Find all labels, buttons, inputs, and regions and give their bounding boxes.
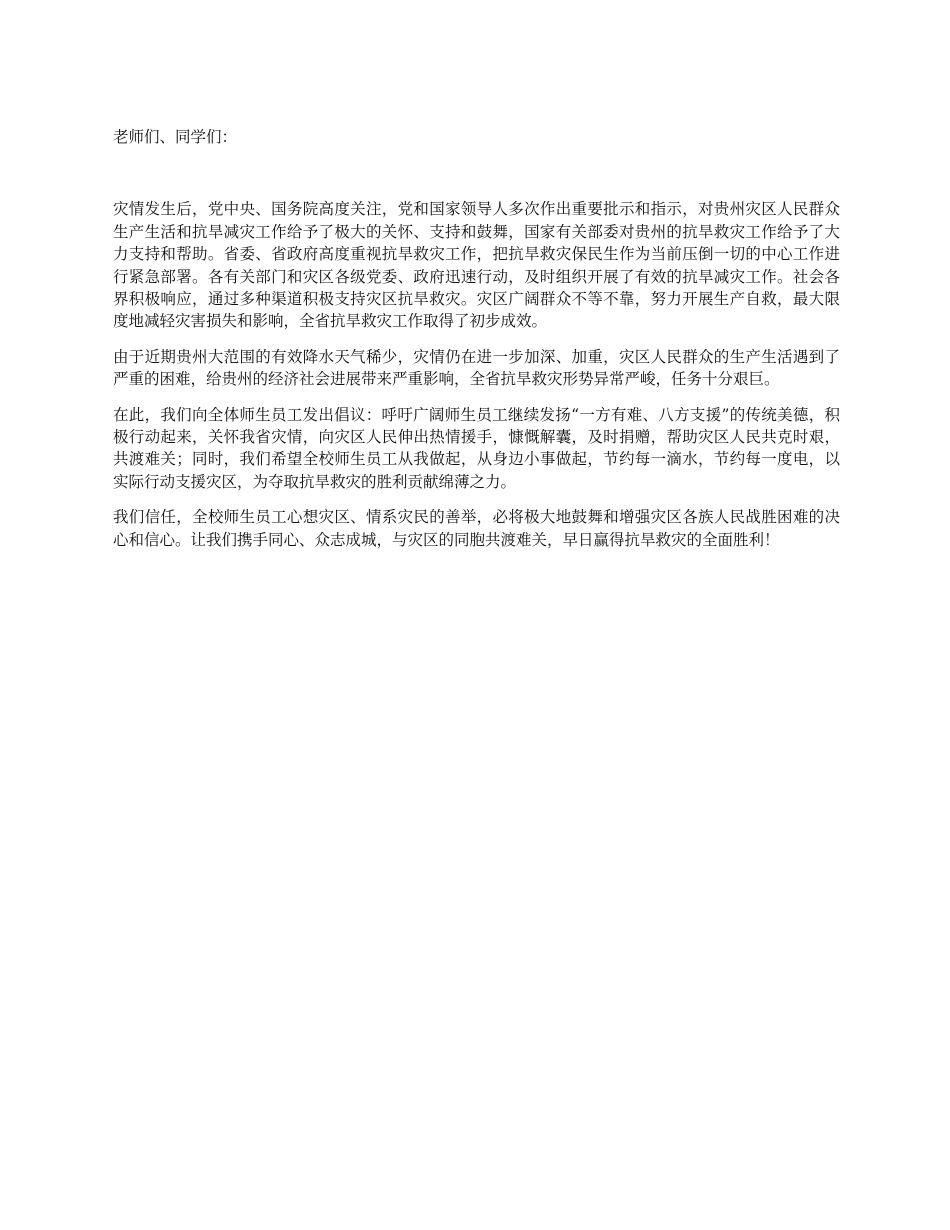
paragraph: 由于近期贵州大范围的有效降水天气稀少，灾情仍在进一步加深、加重，灾区人民群众的生产生活遇到了严重的困难，给贵州的经济社会进展带来严重影响，全省抗旱救灾形势异常严峻，任务十分艰巨。	[113, 347, 840, 389]
body-text	[113, 198, 840, 551]
document-page	[113, 126, 840, 564]
paragraph: 在此，我们向全体师生员工发出倡议：呼吁广阔师生员工继续发扬“一方有难、八方支援”的传统美德，积极行动起来，关怀我省灾情，向灾区人民伸出热情援手，慷慨解囊，及时捐赠，帮助灾区人民共克时艰，共渡难关；同时，我们希望全校师生员工从我做起，从身边小事做起，节约每一滴水，节约每一度电，以实际行动支援灾区，为夺取抗旱救灾的胜利贡献绵薄之力。	[113, 405, 840, 491]
greeting: 老师们、同学们：	[113, 128, 238, 146]
paragraph: 我们信任，全校师生员工心想灾区、情系灾民的善举，必将极大地鼓舞和增强灾区各族人民战胜困难的决心和信心。让我们携手同心、众志成城，与灾区的同胞共渡难关，早日赢得抗旱救灾的全面胜利！	[113, 508, 840, 549]
paragraph: 灾情发生后，党中央、国务院高度关注，党和国家领导人多次作出重要批示和指示，对贵州灾区人民群众生产生活和抗旱减灾工作给予了极大的关怀、支持和鼓舞，国家有关部委对贵州的抗旱救灾工作给予了大力支持和帮助。省委、省政府高度重视抗旱救灾工作，把抗旱救灾保民生作为当前压倒一切的中心工作进行紧急部署。各有关部门和灾区各级党委、政府迅速行动，及时组织开展了有效的抗旱减灾工作。社会各界积极响应，通过多种渠道积极支持灾区抗旱救灾。灾区广阔群众不等不靠，努力开展生产自救，最大限度地减轻灾害损失和影响，全省抗旱救灾工作取得了初步成效。	[113, 200, 840, 331]
